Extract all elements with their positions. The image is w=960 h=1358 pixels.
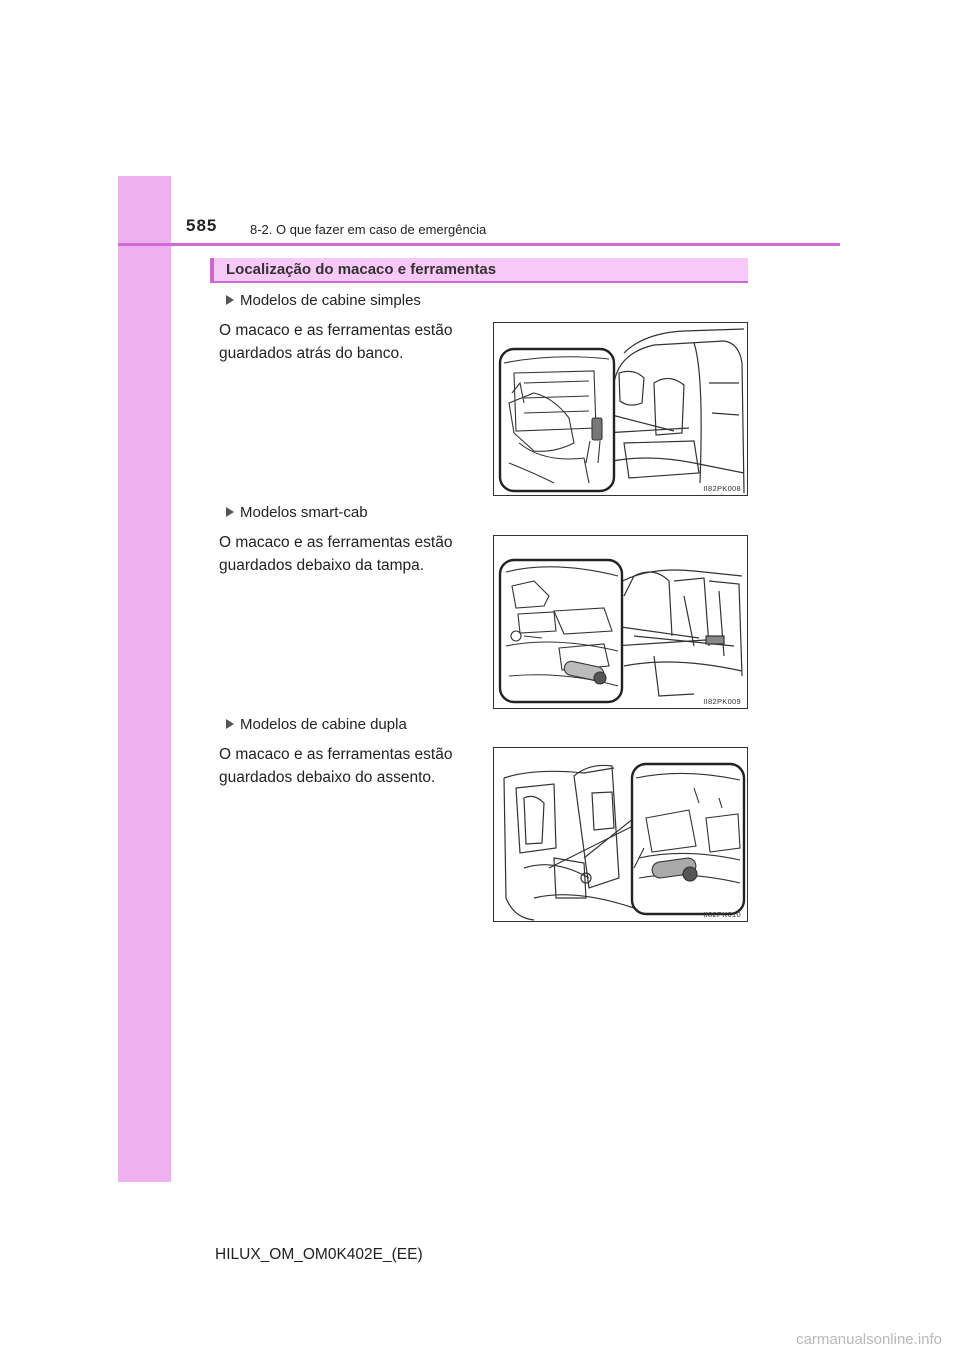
document-code: HILUX_OM_OM0K402E_(EE): [215, 1246, 423, 1263]
side-color-band: [118, 176, 171, 1182]
model-description: O macaco e as ferramentas estão guardados debaixo da tampa.: [219, 534, 453, 574]
model-label: Modelos smart-cab: [240, 504, 368, 521]
model-bullet-double-cab: [226, 716, 407, 733]
watermark[interactable]: carmanualsonline.info: [796, 1331, 942, 1348]
triangle-bullet-icon: [226, 719, 234, 729]
triangle-bullet-icon: [226, 295, 234, 305]
page-number: 585: [186, 216, 218, 235]
header-divider: [118, 243, 840, 246]
figure-single-cab: [493, 322, 748, 496]
double-cab-illustration: [494, 748, 749, 923]
model-description: O macaco e as ferramentas estão guardados debaixo do assento.: [219, 746, 453, 786]
model-bullet-smart-cab: [226, 504, 368, 521]
model-label: Modelos de cabine dupla: [240, 716, 407, 733]
figure-smart-cab: [493, 535, 748, 709]
section-heading-text: Localização do macaco e ferramentas: [226, 261, 497, 278]
figure-code: II82PK009: [703, 697, 741, 706]
section-heading: [210, 258, 748, 283]
smart-cab-illustration: [494, 536, 749, 710]
model-description: O macaco e as ferramentas estão guardados atrás do banco.: [219, 322, 453, 362]
single-cab-illustration: [494, 323, 749, 497]
figure-double-cab: [493, 747, 748, 922]
figure-code: II82PK010: [703, 910, 741, 919]
chapter-title: 8-2. O que fazer em caso de emergência: [250, 222, 487, 237]
model-label: Modelos de cabine simples: [240, 292, 421, 309]
model-bullet-single-cab: [226, 292, 421, 309]
figure-code: II82PK008: [703, 484, 741, 493]
triangle-bullet-icon: [226, 507, 234, 517]
